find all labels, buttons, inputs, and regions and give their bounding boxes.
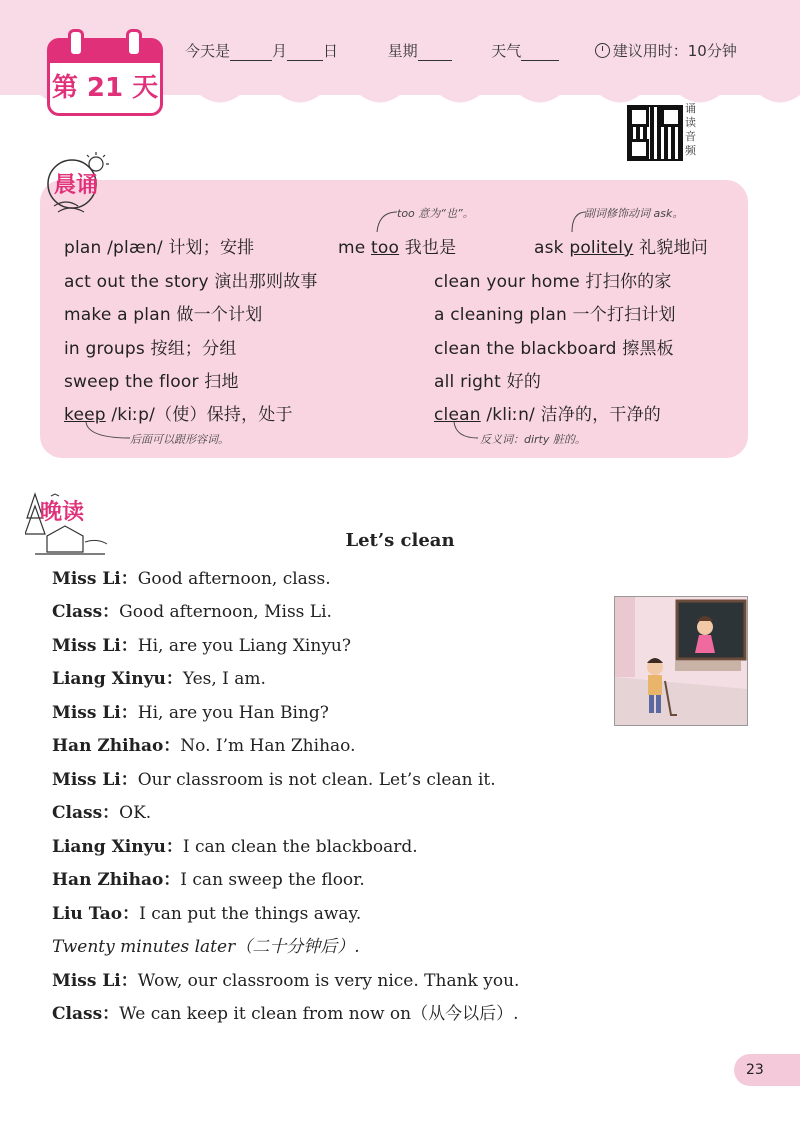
suggested-time: 建议用时：10分钟 — [612, 42, 737, 60]
dialogue-line: Miss Li：Wow, our classroom is very nice. Thank you. — [52, 971, 520, 991]
note-clean: 反义词：dirty 脏的。 — [480, 433, 586, 446]
dialogue-line: Liang Xinyu：Yes, I am. — [52, 669, 266, 689]
calendar-ring-icon — [68, 29, 84, 57]
note-arrow-clean — [452, 420, 482, 444]
speaker: Miss Li — [52, 971, 121, 991]
speaker: Class — [52, 602, 103, 622]
dialogue-text: No. I’m Han Zhihao. — [180, 736, 356, 756]
qr-corner — [629, 107, 649, 127]
note-keep: 后面可以跟形容词。 — [130, 433, 229, 446]
qr-corner — [661, 107, 681, 127]
calendar-ring-icon — [126, 29, 142, 57]
vocab-item: in groups 按组；分组 — [64, 339, 237, 359]
narration-line: Twenty minutes later（二十分钟后）. — [52, 937, 360, 957]
date-line — [185, 40, 737, 61]
vocab-item: clean your home 打扫你的家 — [434, 272, 672, 292]
story-title: Let’s clean — [345, 530, 455, 551]
vocab-keyword: politely — [569, 238, 634, 258]
dialogue-text: Wow, our classroom is very nice. Thank you. — [137, 971, 520, 991]
dialogue-text: Our classroom is not clean. Let’s clean it. — [137, 770, 496, 790]
clock-icon — [595, 43, 610, 58]
day-blank — [287, 46, 323, 61]
dialogue-line: Class：We can keep it clean from now on（从今以后）. — [52, 1004, 519, 1024]
page-number: 23 — [734, 1054, 800, 1086]
vocab-item: make a plan 做一个计划 — [64, 305, 263, 325]
speaker: Miss Li — [52, 569, 121, 589]
note-too: too 意为“也”。 — [397, 207, 474, 220]
weather-blank — [521, 46, 559, 61]
vocab-keyword: too — [371, 238, 400, 258]
weekday-label: 星期 — [387, 42, 418, 60]
day-label-text: 日 — [323, 42, 339, 60]
vocab-definition: 我也是 — [399, 238, 457, 258]
dialogue-text: I can put the things away. — [139, 904, 362, 924]
dialogue-line: Miss Li：Good afternoon, class. — [52, 569, 331, 589]
vocab-keyword: clean — [434, 405, 481, 425]
dialogue-text: Yes, I am. — [182, 669, 266, 689]
dialogue-line: Class：Good afternoon, Miss Li. — [52, 602, 332, 622]
vocab-item: act out the story 演出那则故事 — [64, 272, 318, 292]
speaker: Liu Tao — [52, 904, 123, 924]
note-arrow-too — [373, 210, 399, 234]
vocab-item: all right 好的 — [434, 372, 542, 392]
morning-label: 晨诵 — [54, 173, 99, 198]
dialogue-text: I can clean the blackboard. — [182, 837, 418, 857]
day-badge — [47, 38, 163, 116]
vocab-prefix: ask — [534, 238, 570, 258]
qr-code-icon[interactable] — [627, 105, 683, 161]
calendar-top — [50, 41, 160, 63]
vocab-definition: /kliːn/ 洁净的，干净的 — [480, 405, 661, 425]
vocab-item: clean the blackboard 擦黑板 — [434, 339, 674, 359]
dialogue-text: OK. — [119, 803, 152, 823]
dialogue-line: Miss Li：Our classroom is not clean. Let’s clean it. — [52, 770, 496, 790]
speaker: Liang Xinyu — [52, 669, 166, 689]
dialogue-text: Good afternoon, class. — [137, 569, 331, 589]
vocab-item: plan /plæn/ 计划；安排 — [64, 238, 255, 258]
dialogue-line: Miss Li：Hi, are you Han Bing? — [52, 703, 329, 723]
vocab-definition: /kiːp/（使）保持，处于 — [105, 405, 293, 425]
evening-label: 晚读 — [40, 500, 85, 525]
speaker: Class — [52, 1004, 103, 1024]
speaker: Miss Li — [52, 770, 121, 790]
month-label: 月 — [272, 42, 288, 60]
vocab-item: a cleaning plan 一个打扫计划 — [434, 305, 676, 325]
vocab-definition: 礼貌地问 — [633, 238, 708, 258]
dialogue-line: Liang Xinyu：I can clean the blackboard. — [52, 837, 418, 857]
note-arrow-politely — [568, 210, 588, 234]
dialogue-text: Good afternoon, Miss Li. — [119, 602, 332, 622]
vocab-prefix: me — [338, 238, 372, 258]
dialogue-line: Han Zhihao：I can sweep the floor. — [52, 870, 365, 890]
speaker: Miss Li — [52, 703, 121, 723]
speaker: Miss Li — [52, 636, 121, 656]
dialogue-text: Hi, are you Han Bing? — [137, 703, 329, 723]
speaker: Liang Xinyu — [52, 837, 166, 857]
dialogue-line: Han Zhihao：No. I’m Han Zhihao. — [52, 736, 356, 756]
vocab-item: sweep the floor 扫地 — [64, 372, 239, 392]
note-arrow-keep — [84, 420, 134, 444]
day-label: 第 21 天 — [51, 73, 159, 103]
weather-label: 天气 — [491, 42, 522, 60]
classroom-illustration — [614, 596, 748, 726]
qr-corner — [629, 139, 649, 159]
speaker: Class — [52, 803, 103, 823]
dialogue-line: Liu Tao：I can put the things away. — [52, 904, 362, 924]
audio-label: 诵读音频 — [685, 102, 696, 157]
month-blank — [230, 46, 272, 61]
vocab-keyword: keep — [64, 405, 106, 425]
speaker: Han Zhihao — [52, 736, 164, 756]
dialogue-text: I can sweep the floor. — [180, 870, 365, 890]
weekday-blank — [418, 46, 452, 61]
dialogue-text: We can keep it clean from now on（从今以后）. — [119, 1004, 519, 1024]
speaker: Han Zhihao — [52, 870, 164, 890]
today-is-label: 今天是 — [185, 42, 231, 60]
vocab-item — [338, 233, 456, 258]
dialogue-text: Hi, are you Liang Xinyu? — [137, 636, 351, 656]
note-politely: 副词修饰动词 ask。 — [584, 207, 684, 220]
vocab-item — [534, 233, 708, 258]
dialogue-line: Class：OK. — [52, 803, 152, 823]
dialogue-line: Miss Li：Hi, are you Liang Xinyu? — [52, 636, 351, 656]
